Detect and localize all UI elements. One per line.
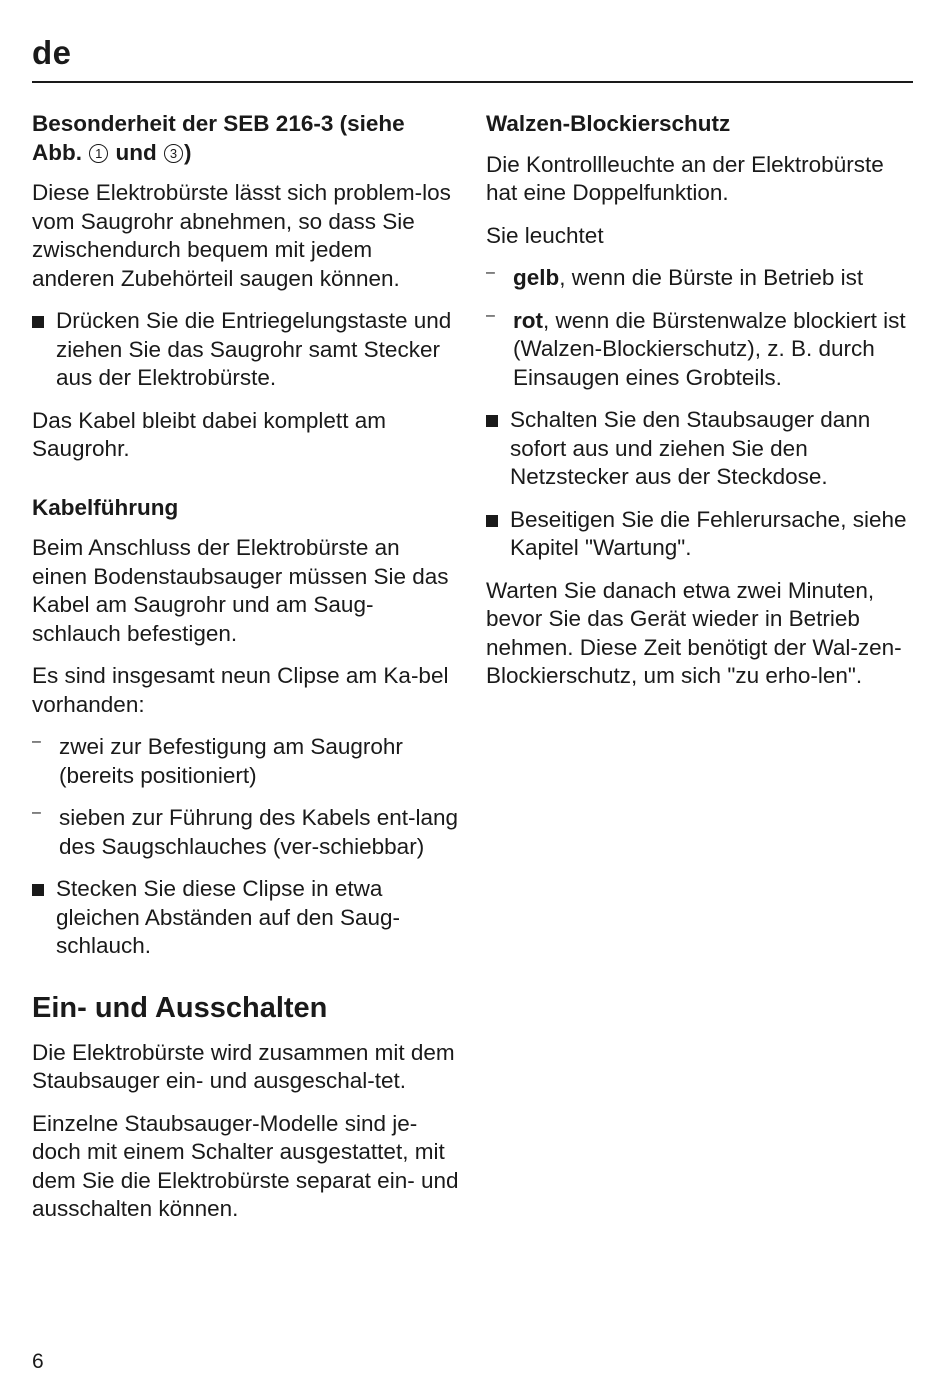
list-text [513,307,916,393]
paragraph: Diese Elektrobürste lässt sich problem-los vom Saugrohr abnehmen, so dass Sie zwischendurch bequem mit jedem anderen Zubehörteil saugen können. [32,180,451,291]
language-code: de [32,34,72,71]
color-yellow-label: gelb [513,265,560,290]
dash-list-item [32,733,460,790]
header-rule [32,81,913,83]
paragraph: Die Kontrollleuchte an der Elektrobürste hat eine Doppelfunktion. [486,151,884,205]
paragraph: Das Kabel bleibt dabei komplett am Saugrohr. [32,407,386,461]
dash-list-item [486,307,916,393]
section-title-seb [32,110,460,167]
instruction-text: Stecken Sie diese Clipse in etwa gleichen Abständen auf den Saug-schlauch. [56,876,401,958]
square-bullet-icon [486,506,510,524]
square-bullet-icon [486,406,510,424]
list-text: zwei zur Befestigung am Saugrohr (bereits positioniert) [59,734,403,788]
instruction-step [486,406,916,492]
paragraph: Einzelne Staubsauger-Modelle sind je-doch mit einem Schalter ausgestattet, mit dem Sie die Elektrobürste separat ein- und ausschalten können. [32,1110,459,1221]
dash-list-item [486,264,916,293]
square-bullet-icon [32,875,56,893]
section-title-text: Besonderheit der SEB 216-3 (siehe Abb. [32,111,405,165]
paragraph: Warten Sie danach etwa zwei Minuten, bevor Sie das Gerät wieder in Betrieb nehmen. Diese Zeit benötigt der Wal-zen-Blockierschutz, um sich "zu erho-len". [486,577,902,688]
list-text-rest: , wenn die Bürste in Betrieb ist [559,265,864,290]
instruction-step [486,506,916,563]
dash-bullet: – [486,264,495,281]
dash-bullet: – [32,804,41,821]
instruction-text: Schalten Sie den Staubsauger dann sofort aus und ziehen Sie den Netzstecker aus der Steckdose. [510,407,871,489]
figure-ref-3-icon: 3 [164,144,183,163]
list-text: sieben zur Führung des Kabels ent-lang des Saugschlauches (ver-schiebbar) [59,805,459,859]
list-text [513,264,916,293]
square-bullet-icon [32,307,56,325]
instruction-step [32,875,460,961]
chapter-heading: Ein- und Ausschalten [32,991,328,1024]
left-column [32,110,460,1238]
section-title-kabelfuehrung: Kabelführung [32,494,179,520]
paragraph: Die Elektrobürste wird zusammen mit dem Staubsauger ein- und ausgeschal-tet. [32,1039,455,1093]
section-title-end: ) [184,139,192,165]
instruction-text: Beseitigen Sie die Fehlerursache, siehe Kapitel "Wartung". [510,506,907,560]
figure-ref-1-icon: 1 [89,144,108,163]
paragraph: Es sind insgesamt neun Clipse am Ka-bel vorhanden: [32,663,449,717]
dash-bullet: – [486,306,495,324]
list-text-rest: , wenn die Bürstenwalze blockiert ist (Walzen-Blockierschutz), z. B. durch Einsaugen eines Grobteils. [513,307,906,390]
paragraph: Beim Anschluss der Elektrobürste an einen Bodenstaubsauger müssen Sie das Kabel am Saugrohr und am Saug-schlauch befestigen. [32,535,449,646]
page-number: 6 [32,1350,44,1373]
instruction-text: Drücken Sie die Entriegelungstaste und ziehen Sie das Saugrohr samt Stecker aus der Elektrobürste. [56,308,452,390]
dash-list-item [32,804,460,861]
dash-bullet: – [32,733,41,750]
right-column [486,110,916,705]
section-title-and: und [115,139,157,165]
section-title-walzen: Walzen-Blockierschutz [486,111,731,136]
paragraph: Sie leuchtet [486,222,604,248]
color-red-label: rot [513,307,543,333]
instruction-step [32,307,460,393]
